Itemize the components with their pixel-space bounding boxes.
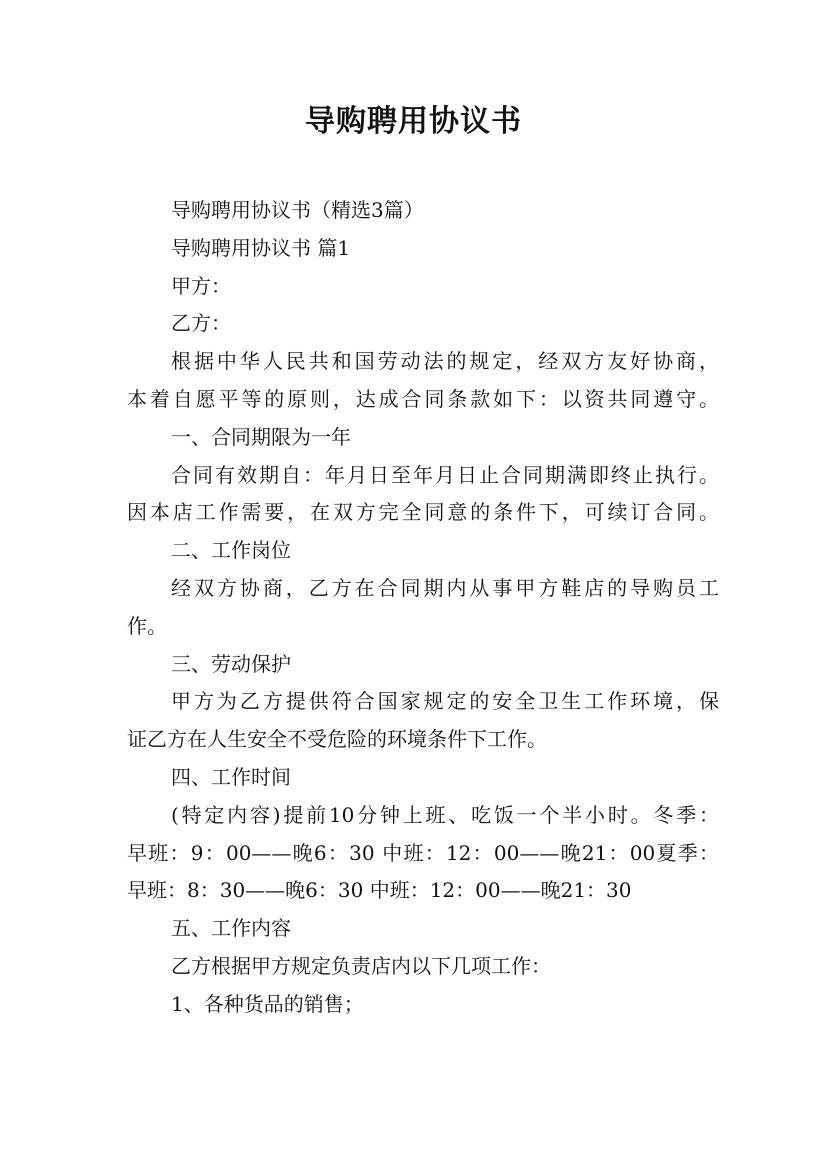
- document-body: [127, 192, 719, 1024]
- clause-heading-4: 四、工作时间: [171, 764, 291, 789]
- paragraph-line: 证乙方在人生安全不受危险的环境条件下工作。: [127, 727, 547, 752]
- clause-heading-3: 三、劳动保护: [171, 651, 291, 676]
- clause-heading-1: 一、合同期限为一年: [171, 424, 351, 449]
- section-heading-part1: 导购聘用协议书 篇1: [171, 235, 351, 260]
- list-item: 1、各种货品的销售；: [171, 991, 364, 1016]
- paragraph-line: 根据中华人民共和国劳动法的规定，经双方友好协商，: [171, 349, 719, 374]
- party-b-line: 乙方：: [171, 311, 231, 336]
- clause-heading-2: 二、工作岗位: [171, 538, 291, 563]
- paragraph-line: 作。: [127, 613, 167, 638]
- party-a-line: 甲方：: [171, 273, 231, 298]
- paragraph-line: 经双方协商，乙方在合同期内从事甲方鞋店的导购员工: [171, 575, 719, 600]
- paragraph-line: 早班：8：30——晚6：30 中班：12：00——晚21：30: [127, 878, 632, 903]
- paragraph-line: 甲方为乙方提供符合国家规定的安全卫生工作环境，保: [171, 689, 719, 714]
- paragraph-line: 因本店工作需要，在双方完全同意的条件下，可续订合同。: [127, 500, 719, 525]
- paragraph-line: 合同有效期自：年月日至年月日止合同期满即终止执行。: [171, 462, 719, 487]
- document-title: 导购聘用协议书: [305, 104, 522, 139]
- paragraph-line: 乙方根据甲方规定负责店内以下几项工作：: [171, 953, 551, 978]
- paragraph-line: 早班：9：00——晚6：30 中班：12：00——晚21：00夏季：: [127, 840, 719, 865]
- paragraph-line: 本着自愿平等的原则，达成合同条款如下：以资共同遵守。: [127, 386, 719, 411]
- paragraph-line: (特定内容)提前10分钟上班、吃饭一个半小时。冬季：: [171, 802, 719, 827]
- clause-heading-5: 五、工作内容: [171, 916, 291, 941]
- subtitle-line: 导购聘用协议书（精选3篇）: [171, 198, 424, 222]
